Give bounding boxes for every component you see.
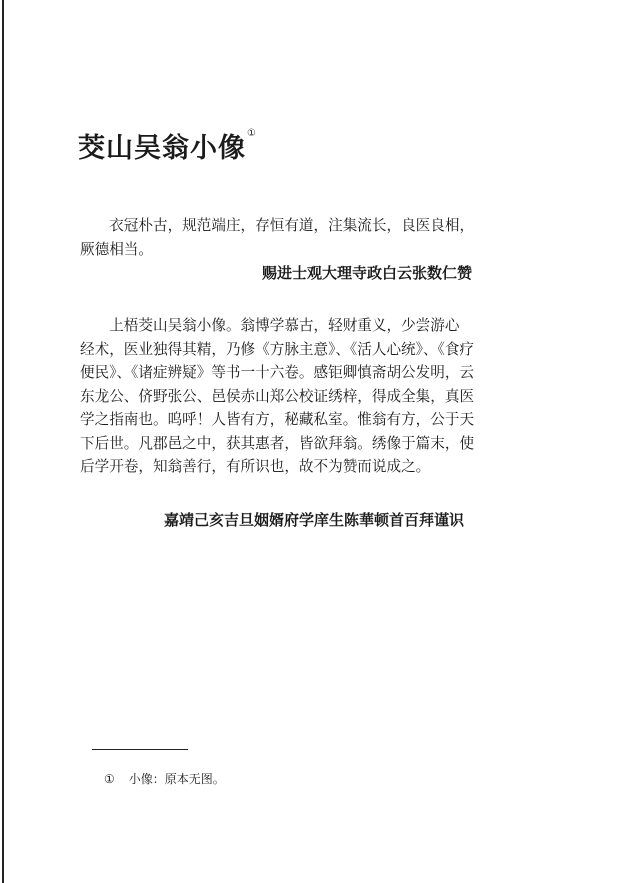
body-paragraph bbox=[80, 314, 548, 479]
footnote-divider bbox=[92, 749, 188, 750]
paragraph-line: 经术，医业独得其精，乃修《方脉主意》、《活人心统》、《食疗 bbox=[80, 340, 475, 358]
paragraph-line: 东龙公、侪野张公、邑侯赤山郑公校证绣梓，得成全集，真医 bbox=[80, 387, 475, 405]
page-title bbox=[78, 126, 257, 165]
page-left-edge bbox=[2, 0, 4, 883]
title-note-mark: ① bbox=[247, 128, 257, 139]
intro-paragraph bbox=[80, 214, 548, 261]
paragraph-line: 后学开卷，知翁善行，有所识也，故不为赞而说成之。 bbox=[80, 458, 431, 475]
footnote-mark: ① bbox=[104, 772, 115, 786]
body-signature: 嘉靖己亥吉旦姻婿府学庠生陈華顿首百拜谨识 bbox=[164, 511, 465, 529]
paragraph-line: 便民》、《诸症辨疑》等书一十六卷。感钜卿慎斋胡公发明，云 bbox=[80, 364, 475, 381]
footnote-text: 小像：原本无图。 bbox=[128, 772, 225, 786]
footnote bbox=[104, 770, 225, 787]
intro-signature: 赐进士观大理寺政白云张数仁赞 bbox=[262, 264, 473, 282]
paragraph-line: 学之指南也。呜呼！人皆有方，秘藏私室。惟翁有方，公于天 bbox=[80, 411, 475, 428]
paragraph-line: 上梧茭山吴翁小像。翁博学慕古，轻财重义，少尝游心 bbox=[109, 317, 460, 334]
paragraph-line: 衣冠朴古，规范端庄，存恒有道，注集流长，良医良相， bbox=[109, 217, 475, 234]
paragraph-line: 下后世。凡郡邑之中，获其惠者，皆欲拜翁。绣像于篇末，使 bbox=[80, 434, 475, 452]
paragraph-line: 厥德相当。 bbox=[80, 240, 153, 258]
title-text: 茭山吴翁小像 bbox=[78, 133, 246, 164]
